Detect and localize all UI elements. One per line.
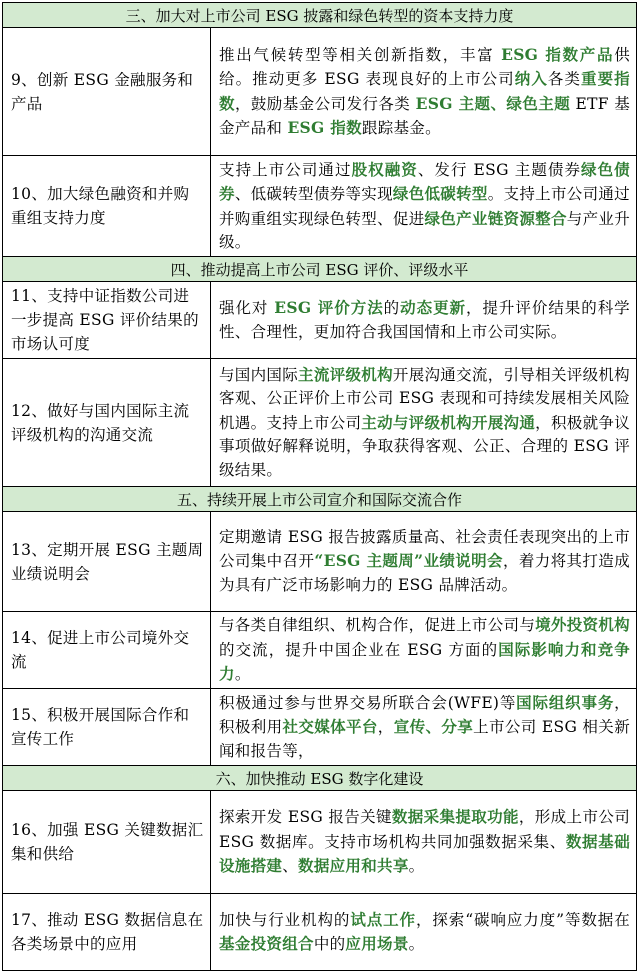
highlight-text: ESG 评价方法 [274, 298, 384, 317]
plain-text: 与各类自律组织、机构合作，促进上市公司与 [219, 616, 536, 635]
item-content-text [219, 908, 630, 957]
plain-text: ， [377, 718, 394, 737]
plain-text: 强化对 [219, 299, 275, 317]
item-content-text [219, 363, 630, 483]
highlight-text: 数据采集提取功能 [391, 807, 519, 827]
item-content-text [219, 613, 630, 687]
plain-text: 与国内国际 [219, 365, 299, 384]
table-row-item-12 [3, 359, 637, 487]
item-content [211, 689, 637, 765]
item-title: 10、加大绿色融资和并购重组支持力度 [3, 156, 211, 256]
plain-text: ，探索“碳响应力度”等数据在 [415, 910, 630, 929]
table-row-item-13 [3, 512, 637, 612]
section-header-5: 五、持续开展上市公司宣介和国际交流合作 [3, 487, 637, 512]
table-row-item-10 [3, 156, 637, 257]
highlight-text: 主流评级机构 [298, 364, 393, 384]
plain-text: 加快与行业机构的 [219, 910, 351, 929]
highlight-text: 数据应用和共享 [298, 856, 409, 876]
plain-text: 。 [408, 935, 425, 953]
item-content [211, 156, 637, 256]
item-content [211, 512, 637, 611]
table-row-item-17 [3, 894, 637, 971]
highlight-text: 社交媒体平台 [282, 717, 378, 737]
plain-text: ，提升评价结果的科学性、合理性，更加符合我国国情和上市公司实际。 [219, 299, 630, 341]
item-content [211, 359, 637, 486]
item-content [211, 282, 637, 358]
plain-text: ，着力将其打造成为具有广泛市场影响力的 ESG 品牌活动。 [219, 552, 630, 594]
item-title: 12、做好与国内国际主流评级机构的沟通交流 [3, 359, 211, 486]
item-title: 11、支持中证指数公司进一步提高 ESG 评价结果的市场认可度 [3, 282, 211, 358]
item-content-text [219, 805, 630, 879]
item-title: 16、加强 ESG 关键数据汇集和供给 [3, 791, 211, 893]
plain-text: 中的 [313, 935, 346, 953]
item-title: 13、定期开展 ESG 主题周业绩说明会 [3, 512, 211, 611]
item-content [211, 791, 637, 893]
highlight-text: 宣传、分享 [393, 717, 474, 737]
plain-text: ，鼓励基金公司发行各类 [234, 94, 416, 113]
highlight-text: 数据基础设施搭建 [219, 831, 630, 876]
item-content-text [219, 526, 630, 598]
highlight-text: 绿色产业链资源整合 [424, 208, 567, 228]
highlight-text: 境外投资机构 [535, 615, 630, 635]
highlight-text: 股权融资 [351, 159, 418, 179]
table-row-item-16 [3, 791, 637, 894]
plain-text: ETF 基金产品和 [219, 94, 630, 137]
table-row-item-15 [3, 689, 637, 766]
item-title: 9、创新 ESG 金融服务和产品 [3, 28, 211, 155]
highlight-text: 绿色低碳转型 [392, 184, 488, 203]
highlight-text: 绿色债券 [219, 159, 630, 203]
plain-text: 推出气候转型等相关创新指数，丰富 [219, 45, 502, 64]
plain-text: ，积极利用 [219, 693, 630, 737]
plain-text: 各类 [547, 70, 582, 88]
table-row-item-9 [3, 28, 637, 156]
highlight-text: ESG 指数产品 [501, 44, 615, 64]
item-title: 15、积极开展国际合作和宣传工作 [3, 689, 211, 765]
plain-text: 支持上市公司通过 [219, 160, 352, 179]
plain-text: ，积极就争议事项做好解释说明，争取获得客观、公正、合理的 ESG 评级结果。 [219, 413, 630, 479]
highlight-text: 国际组织事务 [516, 692, 615, 712]
highlight-text: “ESG 主题周”业绩说明会 [314, 551, 503, 571]
plain-text: 、 [282, 857, 299, 876]
section-header-3: 三、加大对上市公司 ESG 披露和绿色转型的资本支持力度 [3, 3, 637, 28]
plain-text: 上市公司 ESG 相关新闻和报告等， [219, 718, 630, 760]
plain-text: 。支持上市公司通过并购重组实现绿色转型、促进 [219, 185, 630, 228]
item-content-text [219, 296, 630, 344]
plain-text: 跟踪基金。 [361, 119, 441, 137]
item-title: 14、促进上市公司境外交流 [3, 612, 211, 688]
highlight-text: 纳入 [514, 69, 548, 88]
plain-text: 的 [383, 299, 401, 317]
plain-text: 、低碳转型债券等实现 [234, 185, 393, 203]
item-content-text [219, 691, 630, 764]
highlight-text: ESG 主题、绿色主题 [415, 93, 571, 113]
table-row-item-14 [3, 612, 637, 689]
plain-text: 供给。推动更多 ESG 表现良好的上市公司 [219, 45, 631, 88]
plain-text: 积极通过参与世界交易所联合会(WFE)等 [219, 693, 517, 712]
plain-text: 定期邀请 ESG 报告披露质量高、社会责任表现突出的上市公司集中召开 [219, 527, 630, 571]
plain-text: 与产业升级。 [219, 209, 631, 251]
highlight-text: ESG 指数 [287, 118, 362, 137]
highlight-text: 试点工作 [350, 909, 416, 929]
highlight-text: 基金投资组合 [219, 934, 314, 953]
plain-text: 开展沟通交流，引导相关评级机构客观、公正评价上市公司 ESG 表现和可持续发展相关风险机遇。支持上市公司 [219, 365, 630, 432]
plain-text: 。 [234, 665, 251, 684]
highlight-text: 应用场景 [345, 934, 409, 953]
item-content-text [219, 43, 630, 141]
highlight-text: 主动与评级机构开展沟通 [361, 412, 536, 432]
item-content-text [219, 158, 630, 255]
esg-policy-table [2, 2, 637, 971]
highlight-text: 动态更新 [400, 298, 466, 317]
section-header-6: 六、加快推动 ESG 数字化建设 [3, 766, 637, 791]
highlight-text: 重要指数 [219, 69, 630, 113]
section-header-4: 四、推动提高上市公司 ESG 评价、评级水平 [3, 257, 637, 282]
plain-text: 的交流，提升中国企业在 ESG 方面的 [219, 640, 499, 659]
plain-text: 、发行 ESG 主题债券 [417, 160, 582, 179]
plain-text: ，形成上市公司 ESG 数据库。支持市场机构共同加强数据采集、 [219, 808, 630, 851]
item-content [211, 28, 637, 155]
highlight-text: 国际影响力和竞争力 [219, 639, 630, 684]
plain-text: 探索开发 ESG 报告关键 [219, 808, 392, 827]
item-content [211, 612, 637, 688]
table-row-item-11 [3, 282, 637, 359]
item-content [211, 894, 637, 970]
plain-text: 。 [408, 857, 425, 876]
item-title: 17、推动 ESG 数据信息在各类场景中的应用 [3, 894, 211, 970]
